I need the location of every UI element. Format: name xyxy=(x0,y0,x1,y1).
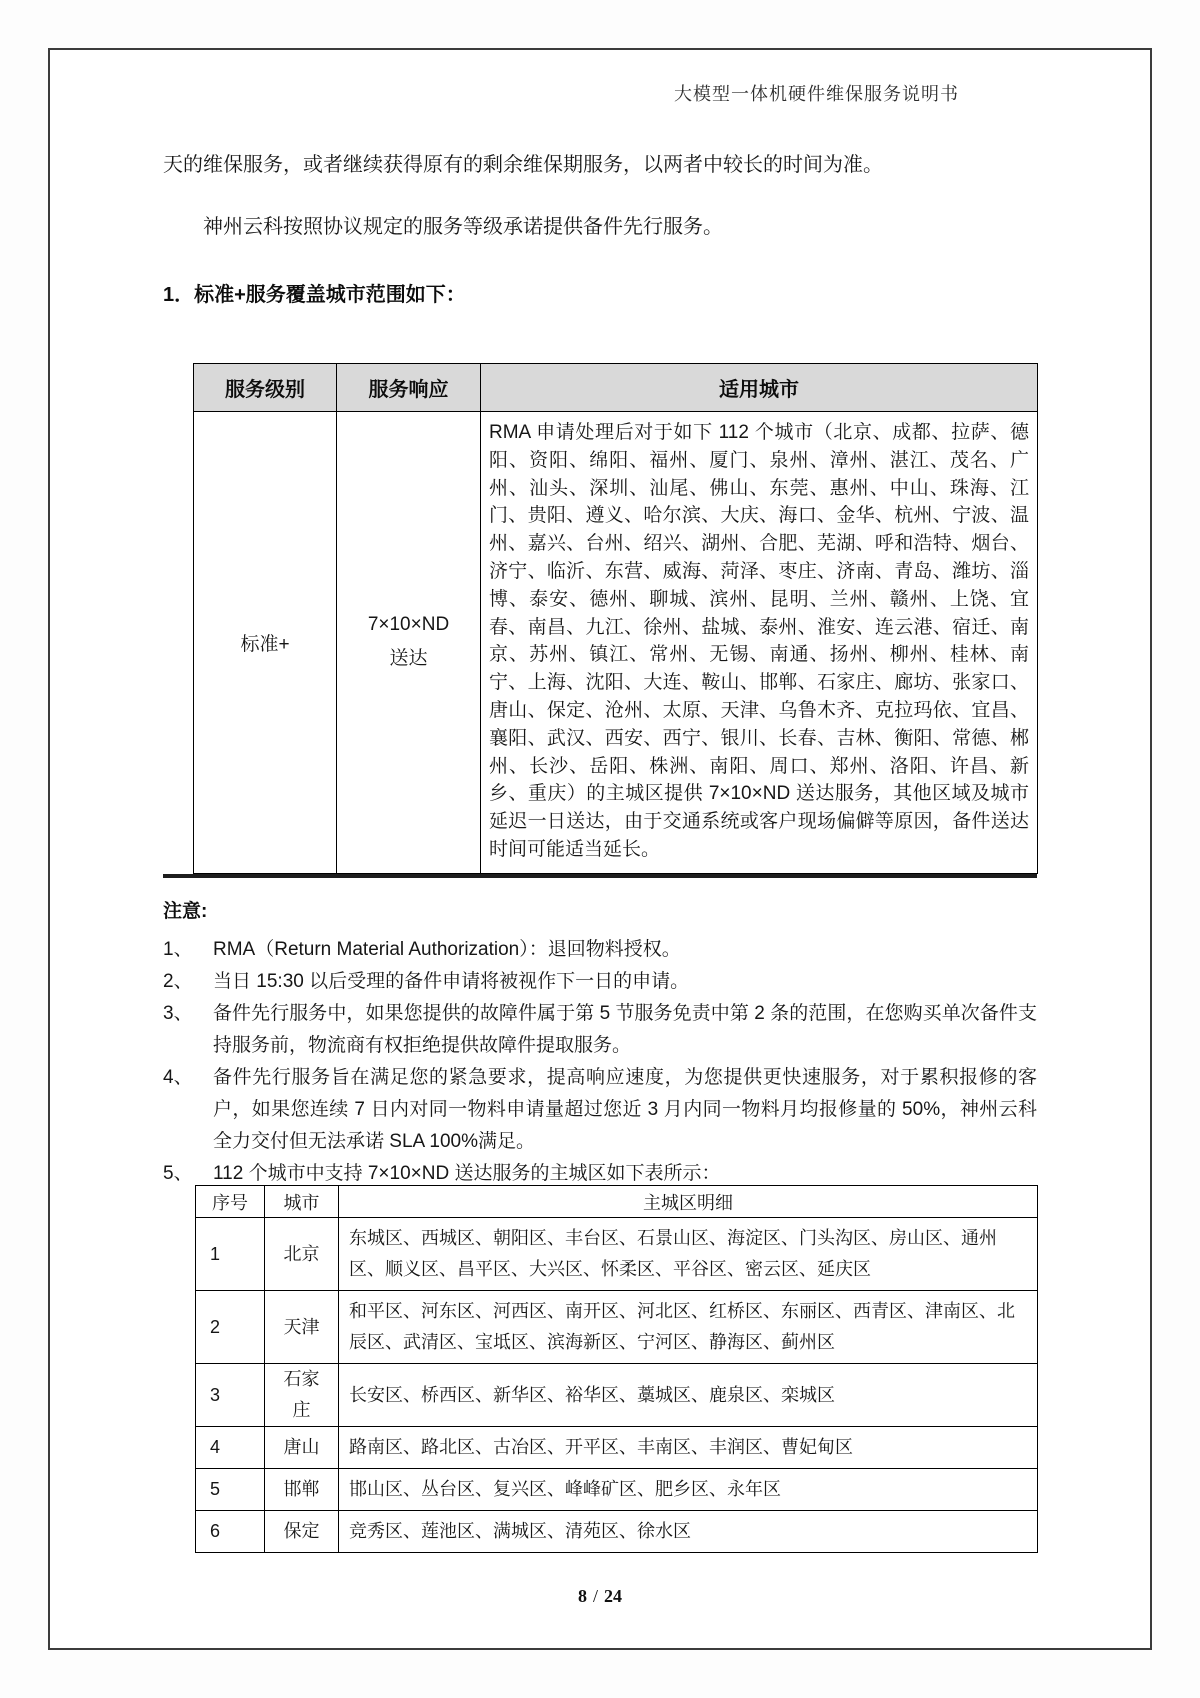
district-table-row xyxy=(196,1218,1038,1291)
note-item xyxy=(163,998,1037,1062)
service-table-header-response: 服务响应 xyxy=(337,364,481,412)
district-row-city: 唐山 xyxy=(265,1427,339,1469)
footer-separator: / xyxy=(592,1586,598,1606)
district-row-number: 5 xyxy=(196,1469,265,1511)
service-table-header-level: 服务级别 xyxy=(194,364,337,412)
district-row-city: 石家庄 xyxy=(265,1364,339,1427)
intro-paragraph-continued: 天的维保服务，或者继续获得原有的剩余维保期服务，以两者中较长的时间为准。 xyxy=(163,154,883,176)
footer-page-number: 8 xyxy=(577,1586,587,1606)
note-number: 5、 xyxy=(163,1163,193,1184)
district-row-detail: 邯山区、丛台区、复兴区、峰峰矿区、肥乡区、永年区 xyxy=(339,1469,1038,1511)
district-table-header-no: 序号 xyxy=(196,1186,265,1218)
footer-total-pages: 24 xyxy=(604,1586,622,1606)
district-row-city: 保定 xyxy=(265,1511,339,1553)
district-table-header-city: 城市 xyxy=(265,1186,339,1218)
note-number: 3、 xyxy=(163,1003,193,1024)
district-table-row xyxy=(196,1469,1038,1511)
district-table-header-row xyxy=(196,1186,1038,1218)
district-row-detail: 东城区、西城区、朝阳区、丰台区、石景山区、海淀区、门头沟区、房山区、通州区、顺义区、昌平区、大兴区、怀柔区、平谷区、密云区、延庆区 xyxy=(339,1218,1038,1291)
note-item xyxy=(163,1062,1037,1158)
district-table-row xyxy=(196,1364,1038,1427)
note-text: 当日 15:30 以后受理的备件申请将被视作下一日的申请。 xyxy=(213,971,690,992)
note-text: 备件先行服务中，如果您提供的故障件属于第 5 节服务免责中第 2 条的范围，在您购买单次备件支持服务前，物流商有权拒绝提供故障件提取服务。 xyxy=(213,1003,1037,1056)
service-level-cell: 标准+ xyxy=(194,412,337,874)
district-table-row xyxy=(196,1427,1038,1469)
district-row-city: 北京 xyxy=(265,1218,339,1291)
note-text: 112 个城市中支持 7×10×ND 送达服务的主城区如下表所示： xyxy=(213,1163,721,1184)
service-table-header-cities: 适用城市 xyxy=(481,364,1038,412)
service-response-line2: 送达 xyxy=(389,648,428,670)
thick-divider-rule xyxy=(163,874,1037,878)
district-detail-table xyxy=(195,1185,1038,1553)
district-row-number: 6 xyxy=(196,1511,265,1553)
district-row-detail: 长安区、桥西区、新华区、裕华区、藁城区、鹿泉区、栾城区 xyxy=(339,1364,1038,1427)
section-heading-coverage: 1．标准+服务覆盖城市范围如下： xyxy=(163,284,466,306)
notes-list xyxy=(163,934,1037,1190)
district-row-city: 天津 xyxy=(265,1291,339,1364)
district-row-detail: 路南区、路北区、古冶区、开平区、丰南区、丰润区、曹妃甸区 xyxy=(339,1427,1038,1469)
district-row-city: 邯郸 xyxy=(265,1469,339,1511)
service-table-data-row xyxy=(194,412,1038,874)
service-table-header-row xyxy=(194,364,1038,412)
district-table-row xyxy=(196,1291,1038,1364)
note-item xyxy=(163,966,1037,998)
note-number: 2、 xyxy=(163,971,193,992)
district-row-detail: 竞秀区、莲池区、满城区、清苑区、徐水区 xyxy=(339,1511,1038,1553)
service-coverage-table xyxy=(193,363,1038,874)
applicable-cities-cell: RMA 申请处理后对于如下 112 个城市（北京、成都、拉萨、德阳、资阳、绵阳、福州、厦门、泉州、漳州、湛江、茂名、广州、汕头、深圳、汕尾、佛山、东莞、惠州、中山、珠海、江门、贵阳、遵义、哈尔滨、大庆、海口、金华、杭州、宁波、温州、嘉兴、台州、绍兴、湖州、合肥、芜湖、呼和浩特、烟台、济宁、临沂、东营、威海、菏泽、枣庄、济南、青岛、潍坊、淄博、泰安、德州、聊城、滨州、昆明、兰州、赣州、上饶、宜春、南昌、九江、徐州、盐城、泰州、淮安、连云港、宿迁、南京、苏州、镇江、常州、无锡、南通、扬州、柳州、桂林、南宁、上海、沈阳、大连、鞍山、邯郸、石家庄、廊坊、张家口、唐山、保定、沧州、太原、天津、乌鲁木齐、克拉玛依、宜昌、襄阳、武汉、西安、西宁、银川、长春、吉林、衡阳、常德、郴州、长沙、岳阳、株洲、南阳、周口、郑州、洛阳、许昌、新乡、重庆）的主城区提供 7×10×ND 送达服务，其他区域及城市延迟一日送达，由于交通系统或客户现场偏僻等原因，备件送达时间可能适当延长。 xyxy=(481,412,1038,874)
note-number: 1、 xyxy=(163,939,193,960)
district-row-number: 2 xyxy=(196,1291,265,1364)
district-table-header-detail: 主城区明细 xyxy=(339,1186,1038,1218)
note-text: 备件先行服务旨在满足您的紧急要求，提高响应速度，为您提供更快速服务，对于累积报修的客户，如果您连续 7 日内对同一物料申请量超过您近 3 月内同一物料月均报修量的 50%，神州云科全力交付但无法承诺 SLA 100%满足。 xyxy=(213,1067,1037,1152)
note-number: 4、 xyxy=(163,1067,193,1088)
district-table-row xyxy=(196,1511,1038,1553)
notes-heading: 注意: xyxy=(163,901,208,922)
document-header-title: 大模型一体机硬件维保服务说明书 xyxy=(674,84,959,104)
district-row-number: 4 xyxy=(196,1427,265,1469)
note-item xyxy=(163,934,1037,966)
district-row-number: 3 xyxy=(196,1364,265,1427)
service-response-line1: 7×10×ND xyxy=(367,614,450,636)
note-text: RMA（Return Material Authorization）：退回物料授权。 xyxy=(213,939,681,960)
district-row-detail: 和平区、河东区、河西区、南开区、河北区、红桥区、东丽区、西青区、津南区、北辰区、武清区、宝坻区、滨海新区、宁河区、静海区、蓟州区 xyxy=(339,1291,1038,1364)
district-row-number: 1 xyxy=(196,1218,265,1291)
service-response-cell xyxy=(337,412,481,874)
intro-paragraph-commitment: 神州云科按照协议规定的服务等级承诺提供备件先行服务。 xyxy=(203,216,723,238)
page-footer xyxy=(0,1586,1200,1607)
